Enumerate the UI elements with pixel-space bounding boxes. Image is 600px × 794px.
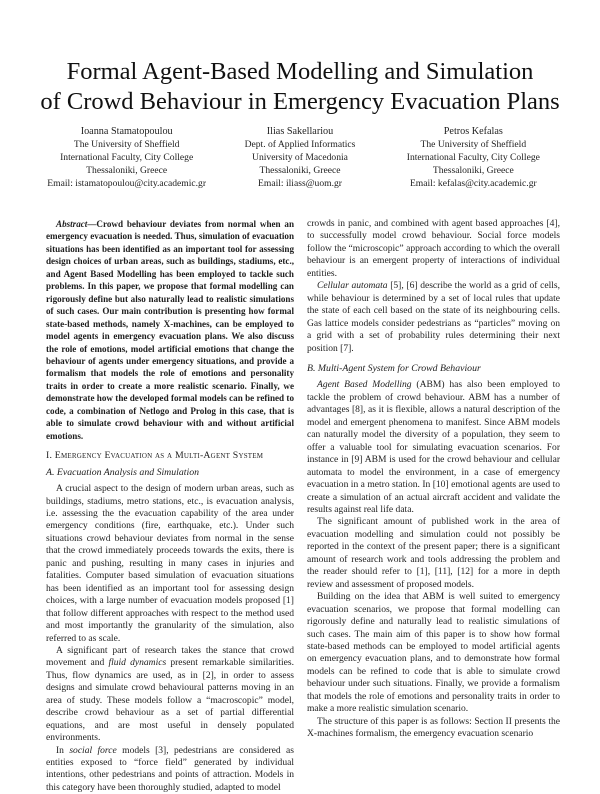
paragraph: crowds in panic, and combined with agent based approaches [4], to successfully model crowd behaviour. Social force models follow the “microscopic” approach according to which the overall behaviour is an emergent property of interactions of individual entities.: [307, 218, 560, 279]
author-affiliation: Dept. of Applied Informatics: [244, 139, 356, 150]
paragraph: Agent Based Modelling (ABM) has also been employed to tackle the problem of crowd behaviour. ABM has a number of advantages [8], as it is flexible, allows a natural description of the model and emergent phenomena to manifest. Since ABM models can naturally model the diversity of a population, they seem to offer a valuable tool for simulating evacuation scenarios. For instance in [9] ABM is used for the crowd behaviour and cellular automata to model the environment, in a case of emergency evacuation in a metro station. In [10] emotional agents are used to create a simulation of an actual aircraft accident and validate the results against real life data.: [307, 379, 560, 515]
emphasis: social force: [69, 744, 117, 756]
paragraph: A significant part of research takes the stance that crowd movement and fluid dynamics present remarkable similarities. Thus, flow dynamics are used, as in [2], in order to assess designs and simulate crowd behavioural patterns moving in an area of study. These models follow a “macroscopic” model, describe crowd behaviour as a set of partial differential equations, and are most useful in densely populated environments.: [46, 644, 294, 744]
author-location: Thessaloniki, Greece: [259, 165, 341, 176]
author-block: [40, 125, 560, 190]
subsection-heading-b: B. Multi-Agent System for Crowd Behaviour: [307, 362, 481, 374]
emphasis: fluid dynamics: [108, 657, 167, 669]
left-column: [46, 218, 294, 794]
abstract-text: —Crowd behaviour deviates from normal when an emergency evacuation is needed. Thus, simulation of evacuation situations has been identified as an important tool for assessing design choices of urban areas, such as buildings, stadiums, etc., and Agent Based Modelling has been employed to tackle such problems. In this paper, we propose that formal modelling can rigorously define but also naturally lead to realistic simulations of such cases. Our main contribution is presenting how formal state-based methods, namely X-machines, can be employed to model agents in emergency evacuation plans. We also discuss the role of emotions, model artificial emotions that change the behaviour of agents under emergency situations, and provide a formalism that models the role of emotions and personality traits in order to create a more realistic scenario. Finally, we demonstrate how the developed formal models can be refined to code, a combination of Netlogo and Prolog in this case, that is able to simulate crowd behaviour with and without artificial emotions.: [46, 219, 294, 441]
author-affiliation: University of Macedonia: [252, 152, 348, 163]
author-email: Email: istamatopoulou@city.academic.gr: [47, 178, 207, 189]
right-column: [307, 218, 560, 741]
title-line-1: Formal Agent-Based Modelling and Simulation: [66, 58, 534, 85]
paragraph: The structure of this paper is as follows: Section II presents the X-machines formalism, the emergency evacuation scenario: [307, 715, 560, 740]
author-2: [213, 125, 386, 190]
author-location: Thessaloniki, Greece: [432, 165, 514, 176]
author-name: Ilias Sakellariou: [266, 126, 334, 137]
paper-title: [0, 57, 600, 117]
paragraph: Cellular automata [5], [6] describe the world as a grid of cells, while behaviour is determined by a set of local rules that update the state of each cell based on the state of its neighbouring cells. Gas lattice models consider pedestrians as “particles” moving on a grid with a set of probability rules determining their next position [7].: [307, 280, 560, 354]
author-name: Ioanna Stamatopoulou: [80, 126, 173, 137]
author-email: Email: kefalas@city.academic.gr: [409, 178, 537, 189]
author-affiliation: International Faculty, City College: [406, 152, 540, 163]
author-affiliation: The University of Sheffield: [73, 139, 180, 150]
paragraph: Building on the idea that ABM is well suited to emergency evacuation scenarios, we propose that formal modelling can rigorously define and naturally lead to realistic simulations of such cases. The main aim of this paper is to show how formal state-based methods can be employed to model artificial agents on emergency evacuation plans, and to demonstrate how formal models can be refined to code that is able to simulate crowd behaviour under such situations. Finally, we provide a formalism that models the role of emotions and personality traits in order to make a more realistic simulation scenario.: [307, 591, 560, 715]
author-affiliation: The University of Sheffield: [420, 139, 527, 150]
paragraph: The significant amount of published work in the area of evacuation modelling and simulation could not possibly be reported in the context of the present paper; there is a significant amount of research work and tools addressing the problem and the reader should refer to [1], [11], [12] for a more in depth review and assessment of proposed models.: [307, 516, 560, 590]
abstract: [46, 218, 294, 442]
author-name: Petros Kefalas: [443, 126, 503, 137]
author-email: Email: iliass@uom.gr: [258, 178, 342, 189]
author-1: [40, 125, 213, 190]
emphasis: Agent Based Modelling: [317, 379, 412, 391]
author-affiliation: International Faculty, City College: [60, 152, 194, 163]
author-location: Thessaloniki, Greece: [86, 165, 168, 176]
abstract-label: Abstract: [56, 219, 88, 229]
paragraph: A crucial aspect to the design of modern urban areas, such as buildings, stadiums, metro stations, etc., is evacuation analysis, i.e. assessing the the evacuation capability of the area under emergency conditions (fire, earthquake, etc.). Under such situations crowd behaviour deviates from normal in the sense that the crowd immediately proceeds towards the exits, there is panic and pushing, resulting in many cases in injuries and fatalities. Computer based simulation of evacuation situations has been identified as an important tool for assessing design choices, with a large number of evacuation models proposed [1] that follow different approaches with respect to the method used and most importantly the granularity of the simulation, also referred to as scale.: [46, 483, 294, 644]
section-number: I.: [46, 450, 55, 462]
section-title: Emergency Evacuation as a Multi-Agent System: [54, 450, 264, 462]
section-heading-1: [46, 450, 294, 462]
author-3: [387, 125, 560, 190]
title-line-2: of Crowd Behaviour in Emergency Evacuation Plans: [40, 88, 560, 115]
emphasis: Cellular automata: [317, 280, 388, 292]
subsection-heading-a: A. Evacuation Analysis and Simulation: [46, 466, 200, 478]
paragraph: In social force models [3], pedestrians are considered as entities exposed to “force field” generated by individual intentions, other pedestrians and points of attraction. Models in this category have been thoroughly studied, adapted to model: [46, 744, 294, 793]
